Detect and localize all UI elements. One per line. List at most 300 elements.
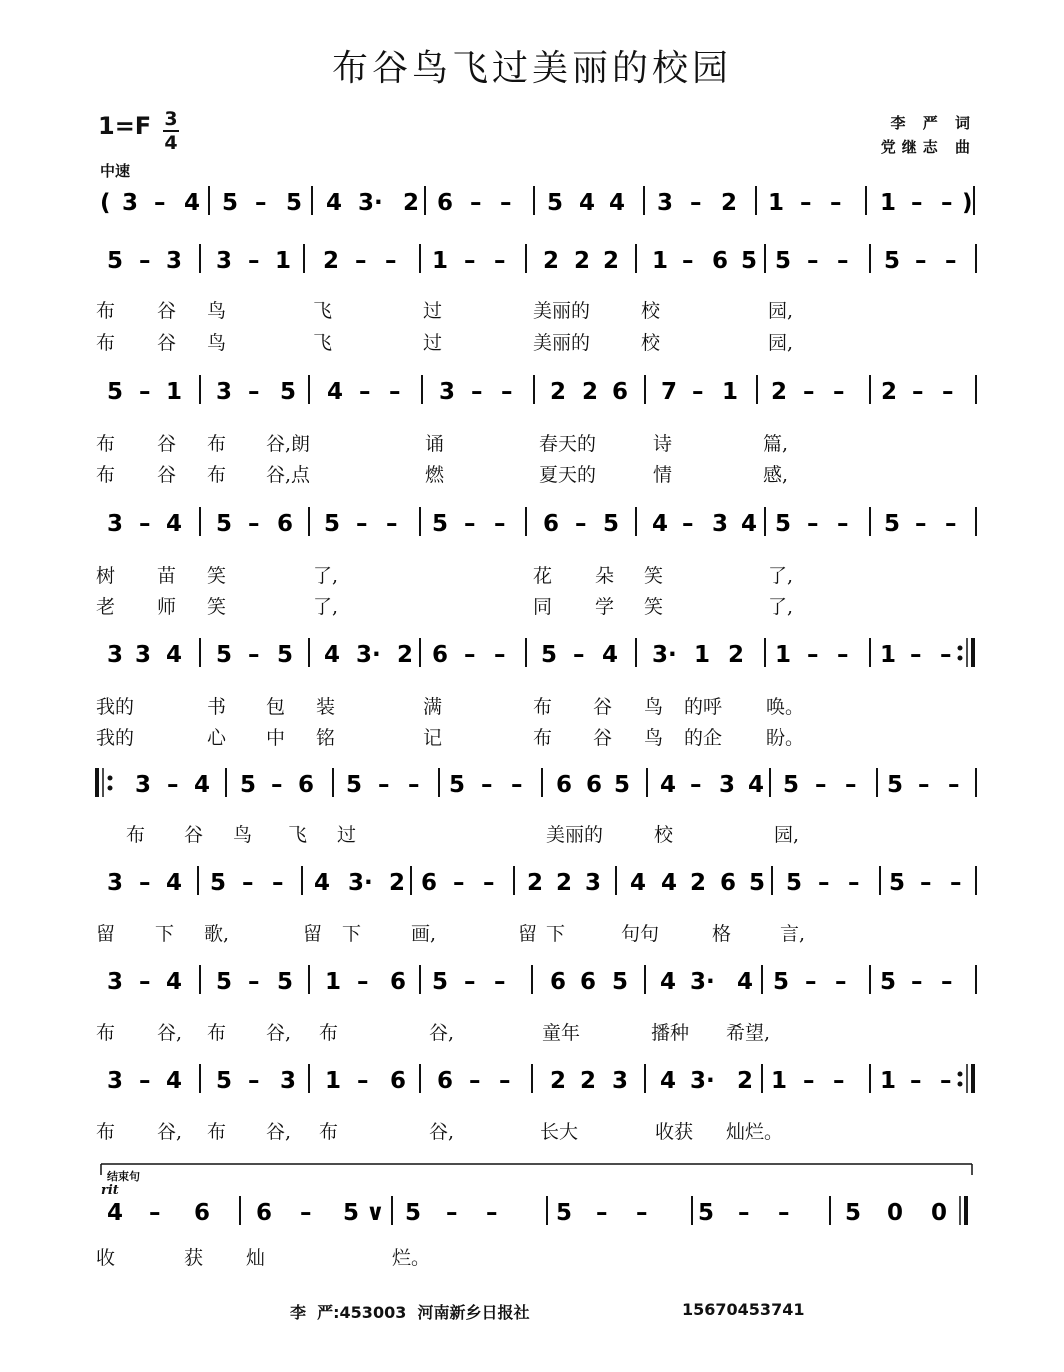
note: 1 (325, 969, 342, 995)
repeat-dot (108, 786, 113, 791)
notation-row (0, 860, 1064, 910)
dash: – (139, 379, 151, 405)
lyric-syllable: 希望, (726, 1022, 771, 1044)
note: 1 (166, 379, 183, 405)
time-signature (163, 109, 179, 153)
lyric-syllable: 布 (96, 1022, 116, 1044)
dash: – (139, 870, 151, 896)
dash: – (690, 772, 702, 798)
note: 3 (107, 642, 124, 668)
dash: – (738, 1200, 750, 1226)
note: 5 (698, 1200, 715, 1226)
dash: – (464, 248, 476, 274)
note: 5 (786, 870, 803, 896)
dash: – (920, 870, 932, 896)
note: 2 (556, 870, 573, 896)
note: 1 (775, 642, 792, 668)
tempo-marking: 中速 (100, 162, 131, 180)
note: 3 (107, 870, 124, 896)
lyric-syllable: 谷,朗 (266, 433, 311, 455)
dash: – (682, 248, 694, 274)
dash: – (139, 511, 151, 537)
lyric-syllable: 留 (303, 923, 323, 945)
lyric-syllable: 收 (96, 1247, 116, 1269)
dash: – (248, 642, 260, 668)
dash: – (357, 1068, 369, 1094)
note: 4 (660, 772, 677, 798)
dash: – (912, 379, 924, 405)
dash: – (833, 379, 845, 405)
notation-row (0, 180, 1064, 224)
note: 3 (216, 379, 233, 405)
lyric-syllable: 篇, (763, 433, 789, 455)
dash: – (915, 248, 927, 274)
note: 5 (216, 642, 233, 668)
dash: – (359, 379, 371, 405)
note: 6 (437, 1068, 454, 1094)
dash: – (942, 379, 954, 405)
lyric-syllable: 师 (157, 596, 177, 618)
key-signature: 1=F (98, 112, 152, 140)
note: 2 (550, 379, 567, 405)
dash: – (356, 511, 368, 537)
repeat-dot (958, 1072, 963, 1077)
note: 4 (741, 511, 758, 537)
note: 3 (280, 1068, 297, 1094)
dash: – (692, 379, 704, 405)
dash: – (845, 772, 857, 798)
dash: – (848, 870, 860, 896)
lyric-syllable: 过 (337, 824, 357, 846)
dash: – (501, 379, 513, 405)
note: 3· (690, 969, 715, 995)
note: 1 (432, 248, 449, 274)
lyric-syllable: 诗 (653, 433, 673, 455)
note: 5 (775, 511, 792, 537)
ritardando-marking: rit (101, 1183, 119, 1198)
lyric-syllable: 布 (96, 1121, 116, 1143)
note: 3 (216, 248, 233, 274)
note: 1 (771, 1068, 788, 1094)
lyric-syllable: 布 (96, 300, 116, 322)
lyric-line (0, 1117, 1064, 1143)
note: 2 (580, 1068, 597, 1094)
note: 5 (240, 772, 257, 798)
note: 4 (602, 642, 619, 668)
dash: – (818, 870, 830, 896)
lyric-syllable: 笑 (207, 596, 227, 618)
note: 3 (719, 772, 736, 798)
lyric-syllable: 我的 (96, 696, 135, 718)
dash: – (807, 511, 819, 537)
note: 4 (314, 870, 331, 896)
lyric-syllable: 我的 (96, 727, 135, 749)
dash: – (494, 969, 506, 995)
lyric-line (0, 429, 1064, 455)
note: 2 (737, 1068, 754, 1094)
lyric-syllable: 鸟 (644, 696, 664, 718)
repeat-dot (108, 776, 113, 781)
note: 5 (449, 772, 466, 798)
note: 5 (216, 1068, 233, 1094)
lyric-syllable: 苗 (157, 565, 177, 587)
note: 0 (931, 1200, 948, 1226)
dash: – (248, 379, 260, 405)
lyric-syllable: 书 (207, 696, 227, 718)
dash: – (941, 190, 953, 216)
lyric-syllable: 留 (518, 923, 538, 945)
lyric-syllable: 美丽的 (533, 332, 591, 354)
notation-row (0, 762, 1064, 812)
note: 2 (389, 870, 406, 896)
lyric-syllable: 树 (96, 565, 116, 587)
note: 2 (574, 248, 591, 274)
dash: – (807, 642, 819, 668)
note: 5 (845, 1200, 862, 1226)
note: 3· (356, 642, 381, 668)
note: 3 (712, 511, 729, 537)
dash: – (255, 190, 267, 216)
note: 5 (405, 1200, 422, 1226)
lyric-syllable: 谷, (157, 1121, 183, 1143)
dash: – (573, 642, 585, 668)
note: 3 (135, 642, 152, 668)
note: 3 (166, 248, 183, 274)
note: 5 (346, 772, 363, 798)
lyric-syllable: 鸟 (207, 300, 227, 322)
dash: – (945, 248, 957, 274)
dash: – (385, 248, 397, 274)
note: 4 (324, 642, 341, 668)
lyric-syllable: 了, (313, 596, 339, 618)
note: 4 (748, 772, 765, 798)
lyric-syllable: 布 (319, 1022, 339, 1044)
lyric-line (0, 592, 1064, 618)
footer-phone: 15670453741 (682, 1300, 805, 1319)
lyric-syllable: 学 (595, 596, 615, 618)
lyric-syllable: 园, (768, 332, 794, 354)
note: 6 (556, 772, 573, 798)
note: 2 (603, 248, 620, 274)
note: 4 (609, 190, 626, 216)
dash: – (464, 642, 476, 668)
notation-row (0, 501, 1064, 551)
dash: – (139, 1068, 151, 1094)
note: 6 (194, 1200, 211, 1226)
dash: – (357, 969, 369, 995)
note: 6 (550, 969, 567, 995)
lyric-syllable: 校 (654, 824, 674, 846)
lyric-syllable: 了, (313, 565, 339, 587)
note: 3· (358, 190, 383, 216)
lyric-syllable: 笑 (644, 565, 664, 587)
note: 5 (749, 870, 766, 896)
note: 5 (280, 379, 297, 405)
note: 1 (880, 1068, 897, 1094)
note: 2 (527, 870, 544, 896)
note: 1 (694, 642, 711, 668)
note: 3 (107, 1068, 124, 1094)
lyric-syllable: 飞 (313, 332, 333, 354)
note: 4 (737, 969, 754, 995)
breath-mark: ∨ (366, 1200, 385, 1226)
lyric-syllable: 老 (96, 596, 116, 618)
dash: – (636, 1200, 648, 1226)
note: 5 (343, 1200, 360, 1226)
lyric-syllable: 布 (126, 824, 146, 846)
lyric-syllable: 美丽的 (546, 824, 604, 846)
dash: – (910, 1068, 922, 1094)
lyric-syllable: 歌, (204, 923, 230, 945)
note: 6 (580, 969, 597, 995)
dash: – (464, 969, 476, 995)
lyric-syllable: 言, (780, 923, 806, 945)
notation-row (0, 632, 1064, 682)
lyric-syllable: 同 (533, 596, 553, 618)
lyric-syllable: 灿 (246, 1247, 266, 1269)
lyric-syllable: 铭 (316, 727, 336, 749)
lyric-syllable: 下 (155, 923, 175, 945)
note: 1 (275, 248, 292, 274)
lyric-syllable: 夏天的 (539, 464, 597, 486)
note: 4 (630, 870, 647, 896)
lyric-syllable: 布 (533, 727, 553, 749)
dash: – (948, 772, 960, 798)
paren-open: ( (100, 190, 111, 216)
lyric-syllable: 园, (768, 300, 794, 322)
lyric-line (0, 1243, 1064, 1269)
dash: – (803, 379, 815, 405)
dash: – (805, 969, 817, 995)
lyric-syllable: 谷, (266, 1022, 292, 1044)
lyric-line (0, 296, 1064, 322)
notation-row-ending (0, 1172, 1064, 1232)
lyric-syllable: 飞 (288, 824, 308, 846)
note: 1 (325, 1068, 342, 1094)
lyric-syllable: 谷, (429, 1121, 455, 1143)
dash: – (800, 190, 812, 216)
lyric-syllable: 收获 (655, 1121, 694, 1143)
lyric-syllable: 长大 (540, 1121, 579, 1143)
note: 5 (741, 248, 758, 274)
dash: – (149, 1200, 161, 1226)
lyric-syllable: 布 (533, 696, 553, 718)
dash: – (940, 1068, 952, 1094)
lyric-syllable: 笑 (207, 565, 227, 587)
dash: – (386, 511, 398, 537)
lyric-line (0, 692, 1064, 718)
note: 5 (324, 511, 341, 537)
repeat-dot (958, 646, 963, 651)
repeat-dot (958, 656, 963, 661)
song-title: 布谷鸟飞过美丽的校园 (331, 48, 732, 89)
note: 5 (773, 969, 790, 995)
dash: – (446, 1200, 458, 1226)
dash: – (499, 1068, 511, 1094)
lyric-syllable: 记 (423, 727, 443, 749)
note: 6 (437, 190, 454, 216)
note: 1 (652, 248, 669, 274)
lyric-syllable: 诵 (425, 433, 445, 455)
dash: – (300, 1200, 312, 1226)
note: 2 (582, 379, 599, 405)
note: 2 (323, 248, 340, 274)
dash: – (167, 772, 179, 798)
note: 4 (166, 511, 183, 537)
note: 5 (277, 969, 294, 995)
note: 4 (166, 1068, 183, 1094)
lyric-syllable: 过 (423, 332, 443, 354)
dash: – (481, 772, 493, 798)
note: 5 (222, 190, 239, 216)
note: 6 (612, 379, 629, 405)
note: 2 (771, 379, 788, 405)
lyric-line (0, 723, 1064, 749)
lyric-syllable: 了, (768, 596, 794, 618)
lyric-syllable: 画, (411, 923, 437, 945)
dash: – (941, 969, 953, 995)
lyric-line (0, 1018, 1064, 1044)
note: 2 (397, 642, 414, 668)
lyric-line (0, 919, 1064, 945)
note: 6 (256, 1200, 273, 1226)
lyric-syllable: 情 (653, 464, 673, 486)
dash: – (835, 969, 847, 995)
dash: – (453, 870, 465, 896)
lyric-syllable: 谷 (157, 332, 177, 354)
note: 4 (166, 870, 183, 896)
ending-bracket (0, 1162, 1064, 1176)
note: 1 (722, 379, 739, 405)
note: 4 (166, 642, 183, 668)
note: 6 (421, 870, 438, 896)
lyric-syllable: 唤。 (766, 696, 805, 718)
note: 3 (439, 379, 456, 405)
note: 6 (712, 248, 729, 274)
note: 3· (690, 1068, 715, 1094)
dash: – (494, 248, 506, 274)
note: 5 (556, 1200, 573, 1226)
repeat-dot (958, 1082, 963, 1087)
dash: – (945, 511, 957, 537)
lyric-line (0, 328, 1064, 354)
lyric-syllable: 春天的 (539, 433, 597, 455)
note: 5 (107, 379, 124, 405)
lyric-syllable: 谷, (266, 1121, 292, 1143)
note: 5 (216, 969, 233, 995)
note: 3 (122, 190, 139, 216)
dash: – (494, 511, 506, 537)
note: 5 (884, 248, 901, 274)
note: 3 (612, 1068, 629, 1094)
lyric-syllable: 鸟 (644, 727, 664, 749)
note: 5 (880, 969, 897, 995)
lyric-syllable: 飞 (313, 300, 333, 322)
dash: – (950, 870, 962, 896)
dash: – (464, 511, 476, 537)
note: 3 (585, 870, 602, 896)
lyric-line (0, 460, 1064, 486)
dash: – (911, 190, 923, 216)
note: 4 (660, 1068, 677, 1094)
note: 6 (298, 772, 315, 798)
lyric-syllable: 花 (533, 565, 553, 587)
lyric-syllable: 谷 (157, 464, 177, 486)
dash: – (918, 772, 930, 798)
note: 5 (432, 511, 449, 537)
composer-credit: 党继志 曲 (880, 138, 976, 156)
note: 5 (783, 772, 800, 798)
dash: – (378, 772, 390, 798)
lyric-syllable: 谷, (157, 1022, 183, 1044)
note: 5 (612, 969, 629, 995)
note: 0 (887, 1200, 904, 1226)
note: 5 (603, 511, 620, 537)
lyric-syllable: 感, (763, 464, 789, 486)
note: 3· (652, 642, 677, 668)
dash: – (682, 511, 694, 537)
notation-row (0, 369, 1064, 419)
lyric-syllable: 中 (266, 727, 286, 749)
note: 5 (107, 248, 124, 274)
dash: – (139, 969, 151, 995)
note: 6 (277, 511, 294, 537)
dash: – (272, 870, 284, 896)
lyric-syllable: 朵 (595, 565, 615, 587)
note: 4 (107, 1200, 124, 1226)
lyric-line (0, 820, 1064, 846)
dash: – (910, 642, 922, 668)
lyric-syllable: 的呼 (684, 696, 723, 718)
note: 7 (661, 379, 678, 405)
dash: – (837, 248, 849, 274)
lyric-syllable: 校 (641, 300, 661, 322)
note: 5 (541, 642, 558, 668)
lyric-syllable: 布 (96, 464, 116, 486)
note: 2 (550, 1068, 567, 1094)
lyric-syllable: 句句 (621, 923, 660, 945)
note: 4 (652, 511, 669, 537)
dash: – (139, 248, 151, 274)
dash: – (596, 1200, 608, 1226)
lyric-syllable: 下 (546, 923, 566, 945)
note: 2 (690, 870, 707, 896)
lyric-syllable: 灿烂。 (726, 1121, 784, 1143)
dash: – (815, 772, 827, 798)
dash: – (803, 1068, 815, 1094)
lyric-syllable: 布 (207, 1121, 227, 1143)
dash: – (486, 1200, 498, 1226)
lyric-syllable: 笑 (644, 596, 664, 618)
dash: – (511, 772, 523, 798)
lyric-syllable: 谷,点 (266, 464, 311, 486)
note: 3 (107, 511, 124, 537)
lyric-syllable: 谷 (593, 727, 613, 749)
note: 5 (614, 772, 631, 798)
note: 5 (277, 642, 294, 668)
lyric-syllable: 获 (184, 1247, 204, 1269)
footer-address: 李 严:453003 河南新乡日报社 (290, 1303, 530, 1322)
note: 4 (326, 190, 343, 216)
lyric-syllable: 心 (207, 727, 227, 749)
notation-row (0, 1058, 1064, 1108)
lyric-syllable: 盼。 (766, 727, 805, 749)
dash: – (248, 248, 260, 274)
note: 3 (135, 772, 152, 798)
dash: – (355, 248, 367, 274)
dash: – (575, 511, 587, 537)
lyric-syllable: 留 (96, 923, 116, 945)
